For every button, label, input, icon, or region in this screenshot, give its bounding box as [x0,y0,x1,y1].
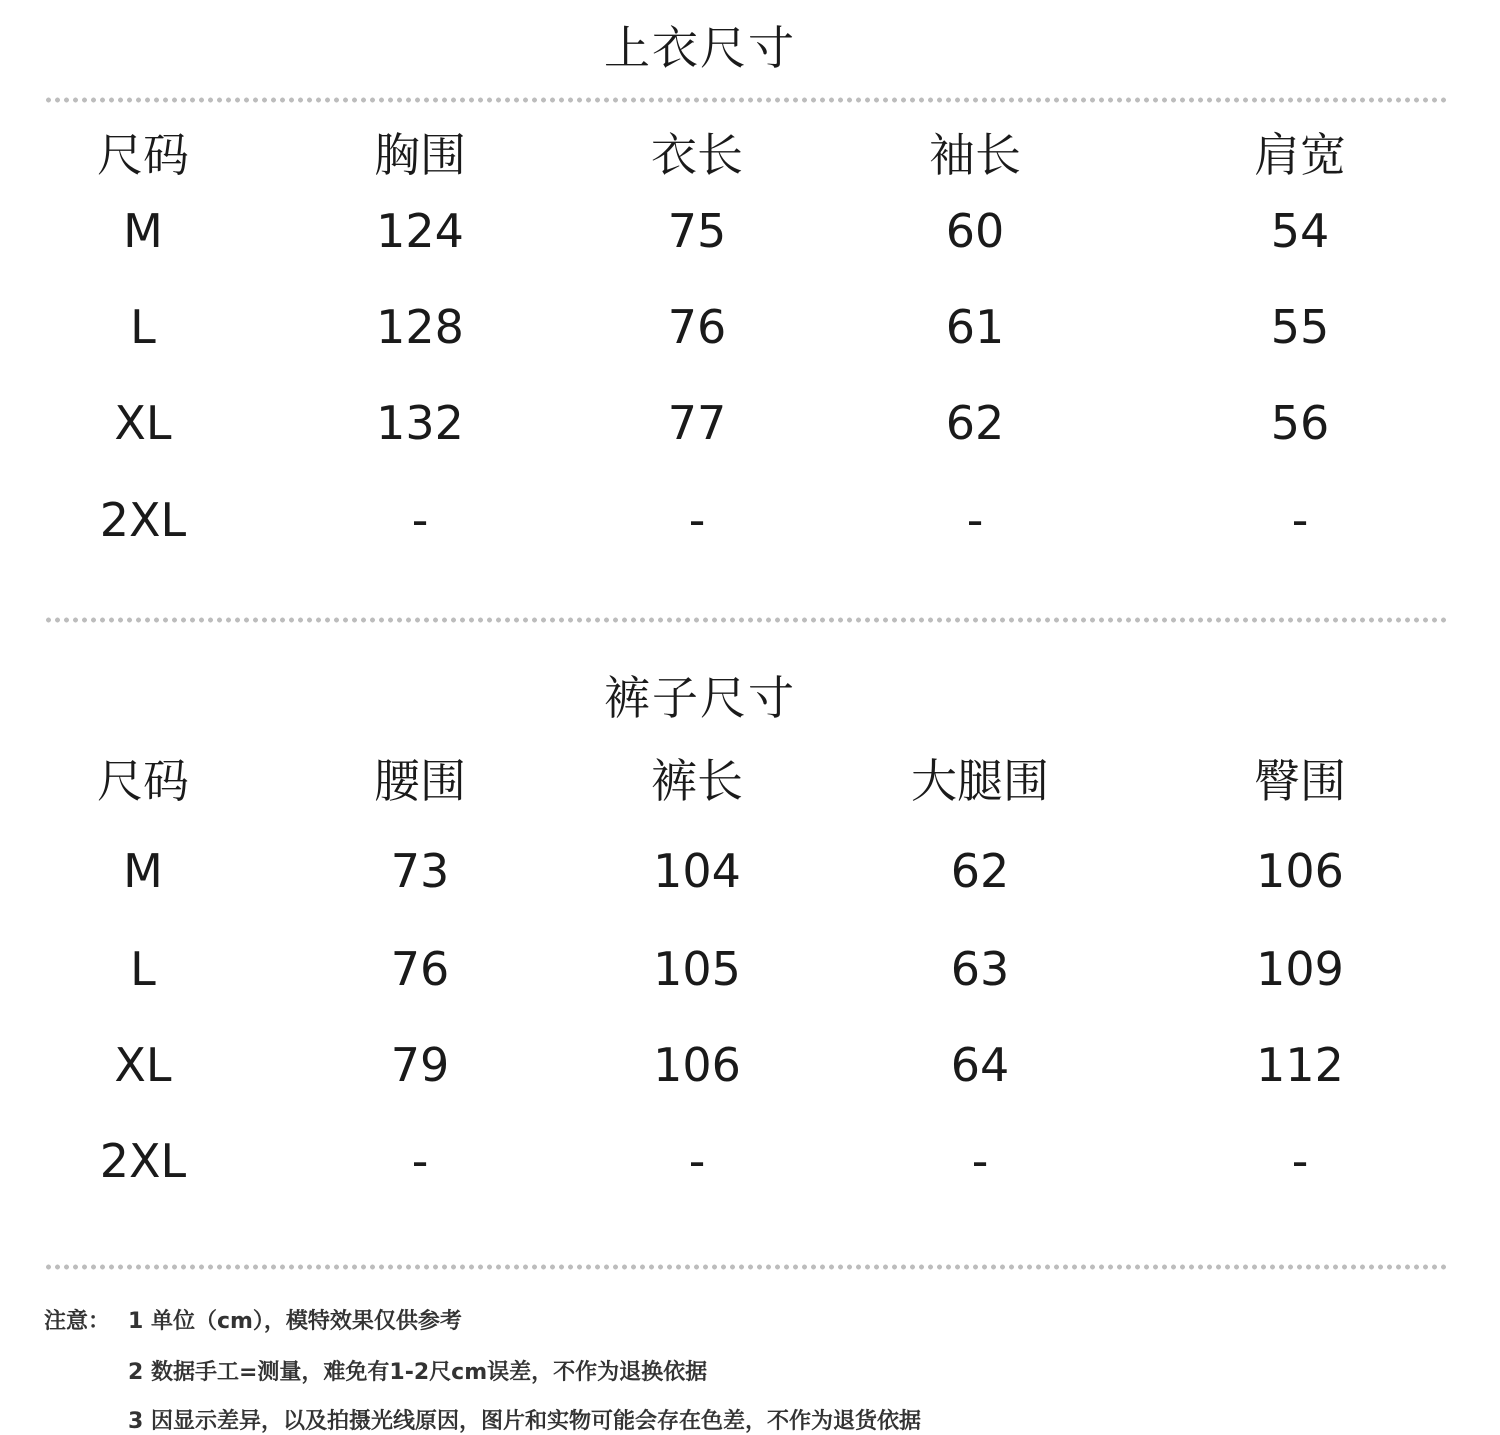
size-value: - [411,1134,429,1188]
notes-label: 注意： [44,1309,111,1334]
size-value: 132 [376,396,464,450]
size-label: XL [114,1038,172,1092]
size-value: 112 [1256,1038,1344,1092]
size-value: - [688,1134,706,1188]
size-value: 73 [390,844,450,898]
column-header: 袖长 [929,128,1021,182]
pants-table-title: 裤子尺寸 [604,671,796,725]
size-value: 106 [653,1038,741,1092]
divider [44,1264,1448,1270]
size-value: - [688,493,706,547]
size-value: 62 [945,396,1005,450]
column-header: 尺码 [97,128,189,182]
column-header: 衣长 [651,128,743,182]
size-value: 75 [667,204,727,258]
column-header: 肩宽 [1254,128,1346,182]
size-label: M [123,204,163,258]
column-header: 大腿围 [911,754,1049,808]
tops-table-title: 上衣尺寸 [604,21,796,75]
size-value: - [1291,1134,1309,1188]
size-value: 104 [653,844,741,898]
divider [44,97,1448,103]
size-value: - [971,1134,989,1188]
size-value: 76 [390,942,450,996]
divider [44,617,1448,623]
column-header: 尺码 [97,754,189,808]
size-label: L [130,300,156,354]
size-label: M [123,844,163,898]
size-value: 105 [653,942,741,996]
size-value: 64 [950,1038,1010,1092]
size-value: 109 [1256,942,1344,996]
size-value: 128 [376,300,464,354]
column-header: 裤长 [651,754,743,808]
note-item: 2 数据手工=测量，难免有1-2尺cm误差，不作为退换依据 [128,1360,708,1385]
size-value: - [1291,493,1309,547]
note-item: 3 因显示差异，以及拍摄光线原因，图片和实物可能会存在色差，不作为退货依据 [128,1409,921,1434]
size-value: 76 [667,300,727,354]
column-header: 腰围 [374,754,466,808]
size-value: 55 [1270,300,1330,354]
size-value: 62 [950,844,1010,898]
size-value: 60 [945,204,1005,258]
note-item: 1 单位（cm），模特效果仅供参考 [128,1309,462,1334]
column-header: 胸围 [374,128,466,182]
size-value: 106 [1256,844,1344,898]
size-value: 63 [950,942,1010,996]
size-value: 54 [1270,204,1330,258]
size-value: 79 [390,1038,450,1092]
size-value: - [411,493,429,547]
column-header: 臀围 [1254,754,1346,808]
size-label: 2XL [99,1134,187,1188]
size-label: L [130,942,156,996]
size-value: 77 [667,396,727,450]
size-value: - [966,493,984,547]
size-value: 61 [945,300,1005,354]
size-label: 2XL [99,493,187,547]
size-value: 124 [376,204,464,258]
size-value: 56 [1270,396,1330,450]
size-label: XL [114,396,172,450]
